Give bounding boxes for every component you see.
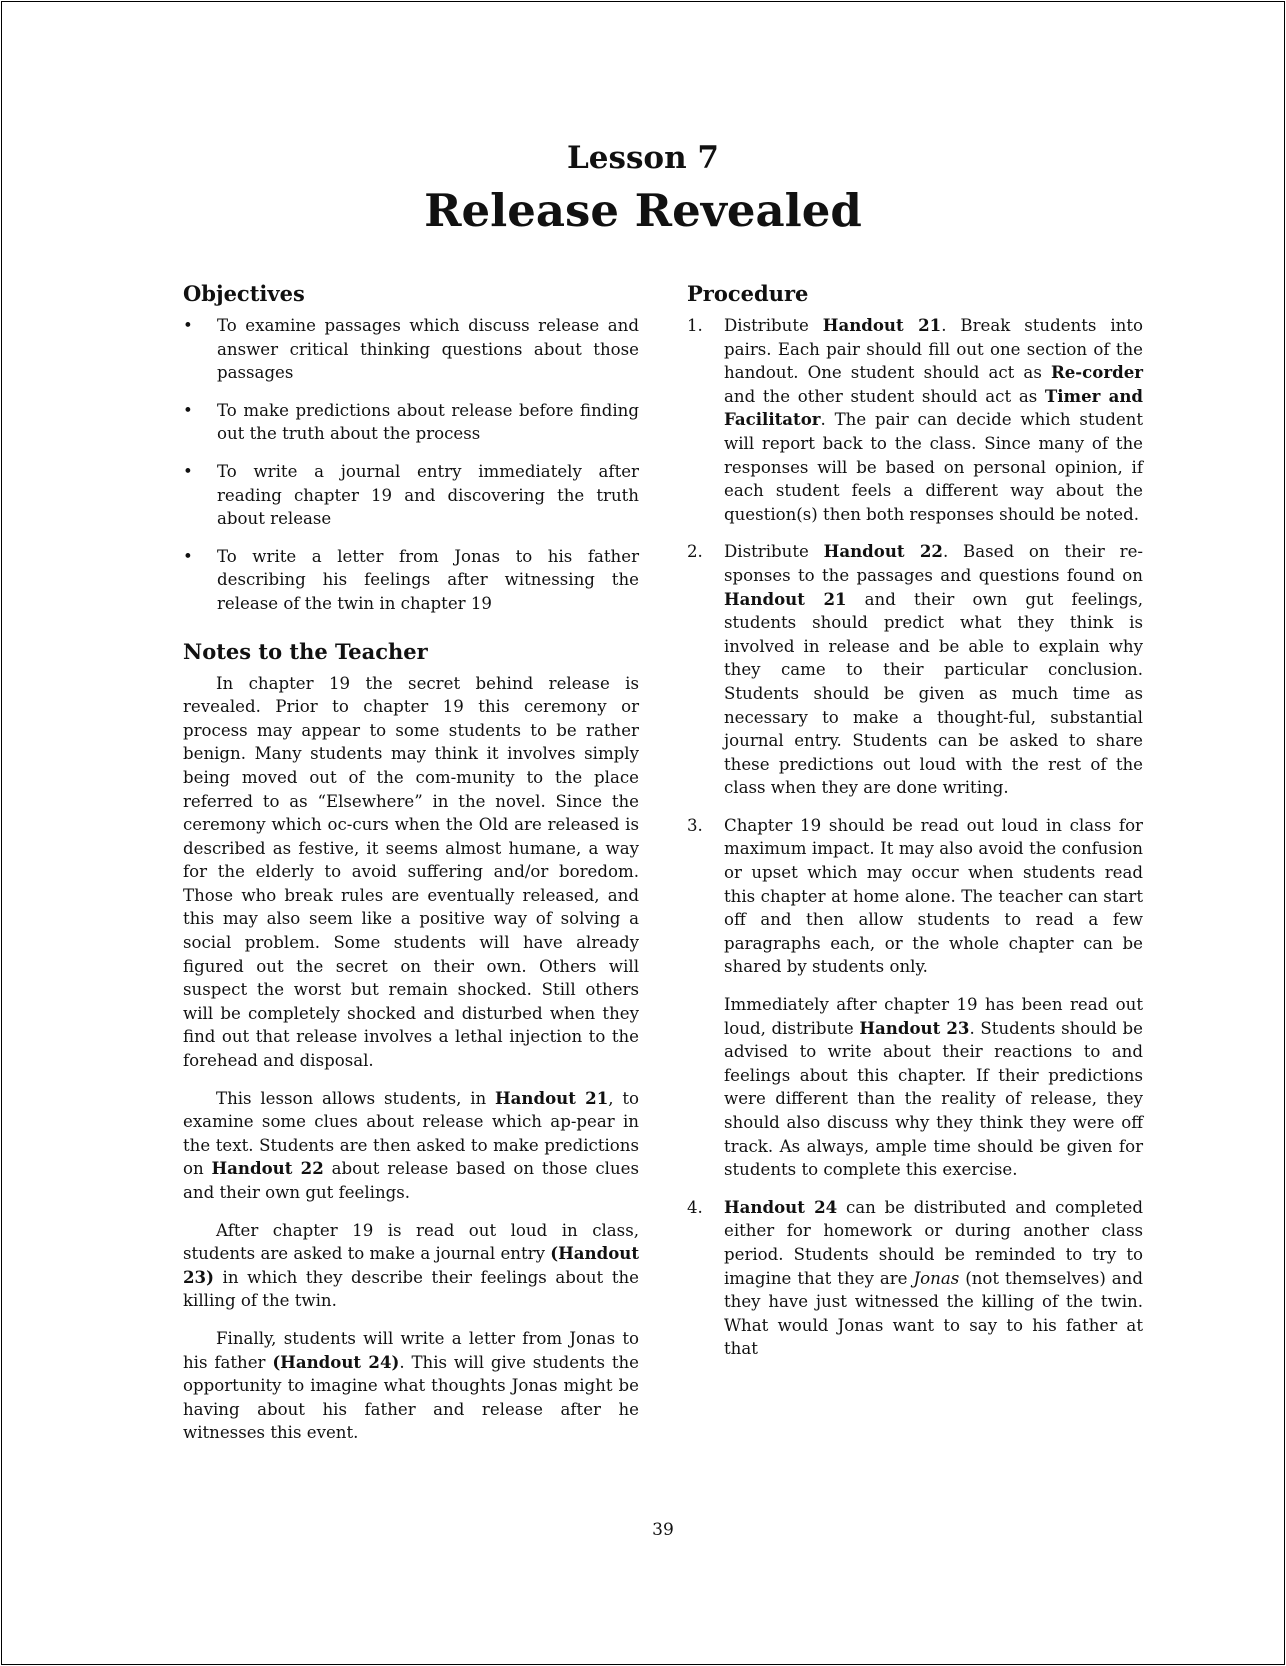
text-segment: . The pair can decide which student will report back to the class. Since many of the responses will be based on personal opinion, if each student feels a different way about the question(s) then both responses should be noted. <box>724 410 1143 524</box>
text-segment: This lesson allows students, in <box>216 1088 495 1108</box>
bold-text: Handout 22 <box>211 1158 324 1179</box>
bold-text: Handout 21 <box>495 1087 609 1108</box>
step-text <box>724 314 1143 526</box>
bullet-icon: • <box>183 400 193 420</box>
bold-text: Handout 21 <box>724 588 847 609</box>
procedure-step <box>687 814 1143 979</box>
bold-text: Handout 21 <box>822 315 942 335</box>
notes-heading: Notes to the Teacher <box>183 638 428 664</box>
objectives-heading: Objectives <box>183 281 305 306</box>
text-segment: . Break students into pairs. Each pair should fill out one section of the handout. One student should act as <box>724 316 1143 383</box>
notes-paragraph <box>183 1087 639 1205</box>
bold-text: (Handout 23) <box>183 1243 639 1287</box>
notes-paragraph <box>183 1219 639 1313</box>
step-number: 2. <box>687 542 703 562</box>
bold-text: Handout 23 <box>859 1017 970 1038</box>
text-segment: and their own gut feelings, students should predict what they think is involved in release and be able to explain why they came to their particular conclusion. Students should be given as much time as necessary to make a thought-ful, substantial journal entry. Students can be asked to share these predictions out loud with the rest of the class when they are done writing. <box>724 589 1143 798</box>
text-segment: Immediately after chapter 19 has been read out loud, distribute <box>724 995 1143 1038</box>
objective-text: To write a journal entry immediately after reading chapter 19 and discovering the truth about release <box>217 461 639 529</box>
step-number: 1. <box>687 316 703 335</box>
objective-text: To examine passages which discuss release and answer critical thinking questions about those passages <box>217 316 639 383</box>
procedure-heading: Procedure <box>687 281 809 306</box>
right-column <box>687 280 1143 1375</box>
italic-text: Jonas <box>913 1268 960 1288</box>
text-segment: Distribute <box>724 542 824 562</box>
objective-text: To make predictions about release before finding out the truth about the process <box>217 400 639 444</box>
step-number: 3. <box>687 815 703 835</box>
objective-item <box>183 545 639 616</box>
bold-text: Handout 24 <box>724 1196 838 1217</box>
procedure-step <box>687 1196 1143 1361</box>
step-text <box>724 814 1143 979</box>
text-segment: Distribute <box>724 316 823 335</box>
procedure-step <box>687 540 1143 800</box>
bullet-icon: • <box>183 461 193 481</box>
procedure-step <box>687 314 1143 526</box>
bold-text: (Handout 24) <box>272 1351 400 1372</box>
text-segment: (not themselves) and they have just witnessed the killing of the twin. What would Jonas want to say to his father at that <box>724 1268 1143 1359</box>
bold-text: Handout 22 <box>823 541 943 562</box>
lesson-label: Lesson 7 <box>566 140 719 176</box>
objective-item <box>183 314 639 385</box>
step-3-continuation <box>724 993 1143 1182</box>
text-segment: Chapter 19 should be read out loud in class for maximum impact. It may also avoid the confusion or upset which may occur when students read this chapter at home alone. The teacher can start off and then allow students to read a few paragraphs each, or the whole chapter can be shared by students only. <box>724 815 1143 977</box>
text-segment: . This will give students the opportunity to imagine what thoughts Jonas might be having about his father and release after he witnesses this event. <box>183 1352 639 1443</box>
text-segment: Finally, students will write a letter from Jonas to his father <box>183 1328 639 1372</box>
text-segment: After chapter 19 is read out loud in class, students are asked to make a journal entry <box>183 1220 639 1264</box>
text-segment: , to examine some clues about release which ap-pear in the text. Students are then asked to make predictions on <box>183 1088 639 1179</box>
text-segment: in which they describe their feelings about the killing of the twin. <box>183 1267 639 1311</box>
text-segment: can be distributed and completed either for homework or during another class period. Students should be reminded to try to imagine that they are <box>724 1197 1144 1288</box>
step-text <box>724 1196 1143 1361</box>
procedure-list <box>687 314 1143 1361</box>
bullet-icon: • <box>183 546 193 566</box>
notes-paragraph <box>183 1327 639 1445</box>
bullet-icon: • <box>183 316 193 335</box>
left-column <box>183 280 639 1459</box>
page-title: Release Revealed <box>424 184 862 237</box>
page-number: 39 <box>652 1520 674 1540</box>
step-number: 4. <box>687 1197 703 1217</box>
bold-text: Re-corder <box>1050 362 1143 383</box>
step-text <box>724 540 1143 800</box>
objective-item <box>183 399 639 446</box>
bold-text: Timer and Facilitator <box>724 385 1143 430</box>
objectives-list <box>183 314 639 616</box>
text-segment: and the other student should act as <box>724 386 1045 406</box>
notes-paragraph <box>183 672 639 1073</box>
text-segment: . Students should be advised to write about their reactions to and feelings about this chapter. If their predictions were different than the reality of release, they should also discuss why they think they were off track. As always, ample time should be given for students to complete this exercise. <box>724 1018 1143 1180</box>
text-segment: In chapter 19 the secret behind release is revealed. Prior to chapter 19 this ceremony or process may appear to some students to be rather benign. Many students may think it involves simply being moved out of the com-munity to the place referred to as “Elsewhere” in the novel. Since the ceremony which oc-curs when the Old are released is described as festive, it seems almost humane, a way for the elderly to avoid suffering and/or boredom. Those who break rules are eventually released, and this may also seem like a positive way of solving a social problem. Some students will have already figured out the secret on their own. Others will suspect the worst but remain shocked. Still others will be completely shocked and disturbed when they find out that release involves a lethal injection to the forehead and disposal. <box>183 673 639 1071</box>
objective-item <box>183 460 639 531</box>
notes-body <box>183 672 639 1445</box>
text-segment: . Based on their re-sponses to the passages and questions found on <box>724 542 1144 585</box>
objective-text: To write a letter from Jonas to his father describing his feelings after witnessing the release of the twin in chapter 19 <box>217 546 639 613</box>
text-segment: about release based on those clues and their own gut feelings. <box>183 1159 640 1202</box>
